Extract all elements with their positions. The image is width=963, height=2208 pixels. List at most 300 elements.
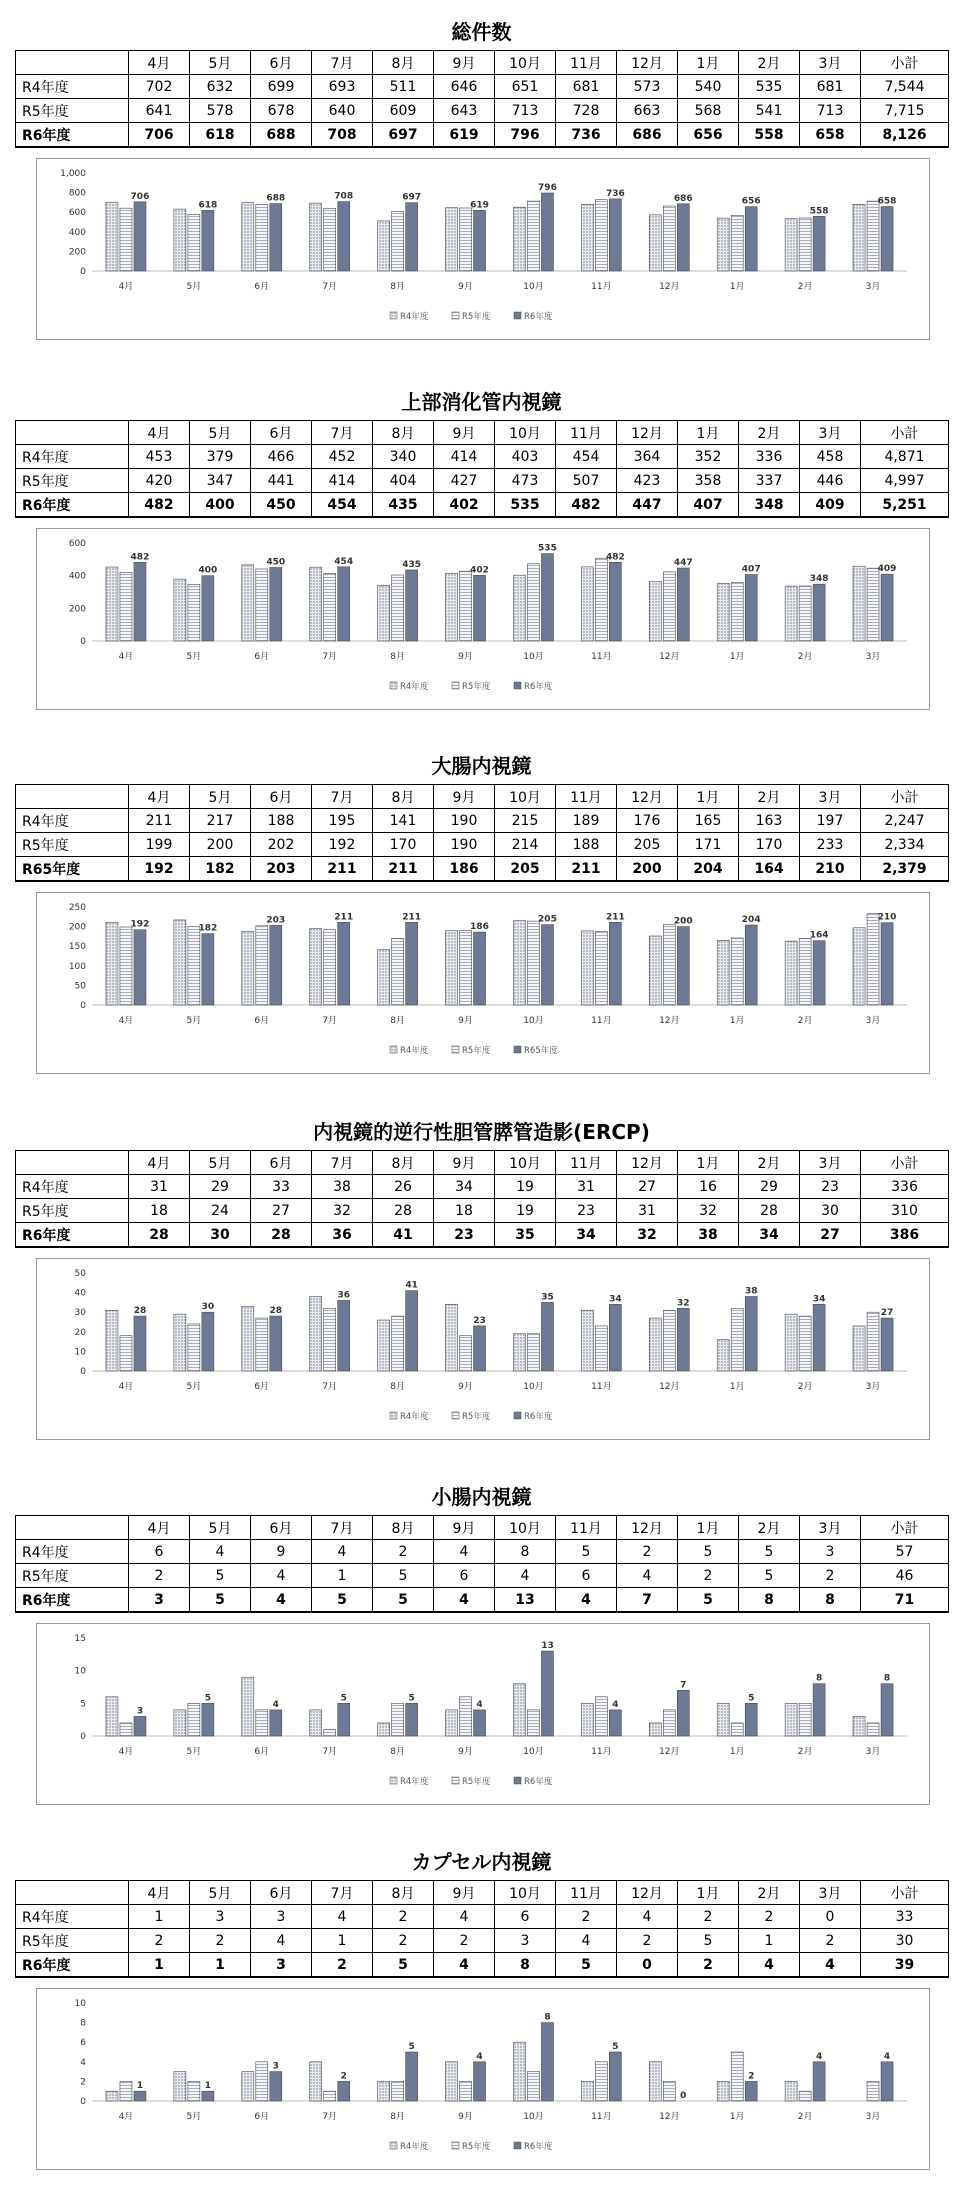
x-tick-label: 10月 (523, 652, 544, 662)
data-label: 192 (130, 919, 150, 930)
x-tick-label: 8月 (390, 1382, 405, 1392)
table-cell: 32 (312, 1199, 373, 1223)
month-header: 4月 (129, 785, 190, 809)
y-tick-label: 10 (74, 1999, 86, 2009)
table-cell: 2 (312, 1953, 373, 1978)
bar (256, 926, 268, 1005)
table-cell: 4 (800, 1953, 861, 1978)
y-tick-label: 600 (68, 208, 86, 219)
bar (745, 2081, 757, 2101)
table-cell: 33 (251, 1175, 312, 1199)
bar (460, 1336, 472, 1371)
table-cell: 2 (800, 1929, 861, 1953)
bar (120, 2081, 132, 2101)
table-cell: 170 (373, 833, 434, 857)
table-row (16, 1199, 949, 1223)
header-row (16, 421, 949, 445)
month-header: 2月 (739, 1516, 800, 1540)
subtotal-cell: 71 (861, 1588, 949, 1613)
bar (595, 200, 607, 271)
table-cell: 32 (678, 1199, 739, 1223)
table-cell: 2 (190, 1929, 251, 1953)
data-label: 4 (476, 1699, 483, 1710)
table-cell: 535 (495, 493, 556, 518)
table-cell: 8 (800, 1588, 861, 1613)
y-tick-label: 30 (74, 1308, 86, 1319)
bar (446, 2062, 458, 2101)
table-cell: 5 (373, 1588, 434, 1613)
month-header: 8月 (373, 1516, 434, 1540)
bar (717, 2081, 729, 2101)
table-cell: 681 (800, 75, 861, 99)
bar (392, 211, 404, 271)
month-header: 12月 (617, 421, 678, 445)
bar (609, 562, 621, 641)
table-cell: 32 (617, 1223, 678, 1248)
x-tick-label: 9月 (458, 282, 473, 292)
table-cell: 31 (556, 1175, 617, 1199)
bar (541, 554, 553, 641)
data-label: 2 (748, 2071, 755, 2082)
bar (310, 929, 322, 1005)
bar (256, 569, 268, 641)
table-cell: 2 (129, 1564, 190, 1588)
subtotal-header: 小計 (861, 421, 949, 445)
legend-label: R6年度 (524, 682, 553, 692)
data-label: 34 (609, 1294, 622, 1305)
bar (595, 1697, 607, 1736)
table-row (16, 833, 949, 857)
bar (270, 1316, 282, 1371)
x-tick-label: 1月 (729, 282, 745, 292)
legend-label: R6年度 (524, 1777, 553, 1787)
bar (581, 204, 593, 271)
table-cell: 540 (678, 75, 739, 99)
y-tick-label: 10 (74, 1347, 86, 1358)
bar (785, 219, 797, 271)
bar (378, 1723, 390, 1736)
legend-swatch (452, 682, 459, 689)
bar (813, 1304, 825, 1371)
bar (106, 202, 118, 271)
table-cell: 30 (800, 1199, 861, 1223)
section-title: 内視鏡的逆行性胆管膵管造影(ERCP) (313, 1120, 650, 1144)
month-header: 3月 (800, 1881, 861, 1905)
section-title: 大腸内視鏡 (431, 754, 532, 778)
bar (799, 218, 811, 271)
table-cell: 2 (373, 1929, 434, 1953)
y-tick-label: 0 (80, 637, 86, 647)
table-cell: 453 (129, 445, 190, 469)
row-label: R4年度 (16, 1175, 129, 1199)
data-label: 5 (408, 1693, 415, 1704)
table-cell: 447 (617, 493, 678, 518)
bar (310, 203, 322, 271)
data-label: 796 (538, 182, 557, 193)
table-cell: 182 (190, 857, 251, 882)
bar (649, 936, 661, 1005)
table-cell: 641 (129, 99, 190, 123)
subtotal-header: 小計 (861, 1516, 949, 1540)
bar (446, 573, 458, 641)
table-cell: 30 (190, 1223, 251, 1248)
bar (188, 584, 200, 641)
table-cell: 1 (129, 1953, 190, 1978)
x-tick-label: 12月 (659, 282, 680, 292)
corner-cell (16, 1151, 129, 1175)
bar-chart (37, 1989, 929, 2169)
row-label: R6年度 (16, 1223, 129, 1248)
data-label: 0 (680, 2091, 687, 2101)
bar (677, 1308, 689, 1371)
x-tick-label: 11月 (591, 2112, 612, 2122)
bar (256, 205, 268, 271)
bar (785, 941, 797, 1005)
data-label: 211 (402, 912, 422, 923)
bar (256, 1318, 268, 1371)
data-label: 34 (812, 1294, 826, 1305)
section-title: カプセル内視鏡 (411, 1850, 552, 1874)
legend-swatch (514, 1046, 521, 1053)
row-label: R65年度 (16, 857, 129, 882)
row-label: R4年度 (16, 1905, 129, 1929)
table-cell: 36 (312, 1223, 373, 1248)
legend-swatch (390, 682, 397, 689)
month-header: 1月 (678, 1151, 739, 1175)
data-label: 697 (402, 192, 422, 203)
bar (460, 571, 472, 641)
bar (392, 1703, 404, 1736)
y-tick-label: 50 (74, 1269, 86, 1279)
bar (120, 927, 132, 1005)
bar (785, 1703, 797, 1736)
x-tick-label: 7月 (322, 282, 338, 292)
table-cell: 2 (739, 1905, 800, 1929)
row-label: R4年度 (16, 1540, 129, 1564)
bar (134, 1316, 146, 1371)
table-cell: 190 (434, 809, 495, 833)
subtotal-header: 小計 (861, 51, 949, 75)
table-cell: 681 (556, 75, 617, 99)
x-tick-label: 3月 (865, 652, 881, 662)
table-cell: 170 (739, 833, 800, 857)
data-table (15, 420, 949, 518)
data-label: 656 (741, 196, 761, 207)
bar (595, 558, 607, 641)
table-cell: 578 (190, 99, 251, 123)
table-cell: 5 (373, 1564, 434, 1588)
x-tick-label: 7月 (322, 1382, 338, 1392)
subtotal-cell: 33 (861, 1905, 949, 1929)
x-tick-label: 5月 (186, 1016, 202, 1026)
month-header: 2月 (739, 785, 800, 809)
bar (474, 1710, 486, 1736)
bar (202, 1312, 214, 1371)
data-label: 348 (809, 574, 829, 585)
table-row (16, 1905, 949, 1929)
table-cell: 9 (251, 1540, 312, 1564)
subtotal-cell: 2,334 (861, 833, 949, 857)
bar (799, 1703, 811, 1736)
table-cell: 5 (312, 1588, 373, 1613)
month-header: 8月 (373, 421, 434, 445)
y-tick-label: 6 (80, 2038, 86, 2049)
x-tick-label: 6月 (254, 2112, 270, 2122)
bar (392, 938, 404, 1005)
x-tick-label: 1月 (729, 1382, 745, 1392)
x-tick-label: 12月 (659, 1747, 680, 1757)
bar (649, 1723, 661, 1736)
x-tick-label: 10月 (523, 1382, 544, 1392)
bar (270, 204, 282, 271)
x-tick-label: 8月 (390, 282, 405, 292)
table-cell: 420 (129, 469, 190, 493)
data-label: 619 (470, 200, 489, 211)
bar (134, 2091, 146, 2101)
table-cell: 646 (434, 75, 495, 99)
table-cell: 2 (556, 1905, 617, 1929)
table-cell: 4 (617, 1905, 678, 1929)
x-tick-label: 3月 (865, 2112, 881, 2122)
table-cell: 2 (678, 1564, 739, 1588)
table-row (16, 1540, 949, 1564)
data-label: 186 (470, 922, 489, 933)
table-cell: 535 (739, 75, 800, 99)
legend-swatch (514, 1412, 521, 1419)
bar (609, 2052, 621, 2101)
data-label: 23 (473, 1315, 486, 1326)
table-cell: 643 (434, 99, 495, 123)
chart-box (36, 1258, 930, 1440)
table-cell: 34 (739, 1223, 800, 1248)
corner-cell (16, 51, 129, 75)
x-tick-label: 9月 (458, 1747, 473, 1757)
bar (853, 204, 865, 271)
table-cell: 458 (800, 445, 861, 469)
bar (881, 207, 893, 271)
legend-swatch (514, 2142, 521, 2149)
table-cell: 192 (129, 857, 190, 882)
x-tick-label: 12月 (659, 652, 680, 662)
month-header: 9月 (434, 1516, 495, 1540)
table-cell: 728 (556, 99, 617, 123)
bar (310, 1297, 322, 1371)
y-tick-label: 5 (80, 1699, 86, 1710)
table-cell: 1 (312, 1564, 373, 1588)
bar (785, 2081, 797, 2101)
bar (731, 583, 743, 641)
bar (663, 206, 675, 271)
table-cell: 211 (556, 857, 617, 882)
bar (270, 925, 282, 1005)
data-label: 211 (334, 912, 354, 923)
data-table (15, 1515, 949, 1613)
legend-label: R5年度 (462, 1046, 491, 1056)
bar (202, 1703, 214, 1736)
bar (392, 1316, 404, 1371)
month-header: 6月 (251, 421, 312, 445)
data-table (15, 784, 949, 882)
bar (745, 1703, 757, 1736)
x-tick-label: 4月 (118, 1016, 134, 1026)
y-tick-label: 2 (80, 2077, 86, 2088)
bar (242, 1306, 254, 1371)
bar (541, 2023, 553, 2101)
bar (378, 585, 390, 641)
bar (460, 1697, 472, 1736)
data-label: 182 (198, 923, 218, 934)
x-tick-label: 11月 (591, 1016, 612, 1026)
bar (134, 930, 146, 1005)
table-cell: 573 (617, 75, 678, 99)
bar (474, 2062, 486, 2101)
legend-label: R6年度 (524, 1412, 553, 1422)
legend-label: R4年度 (400, 682, 429, 692)
bar (717, 584, 729, 641)
subtotal-cell: 57 (861, 1540, 949, 1564)
bar (242, 565, 254, 641)
month-header: 7月 (312, 1516, 373, 1540)
subtotal-cell: 7,715 (861, 99, 949, 123)
legend-swatch (452, 1412, 459, 1419)
table-cell: 163 (739, 809, 800, 833)
bar (406, 570, 418, 641)
month-header: 3月 (800, 1516, 861, 1540)
header-row (16, 1881, 949, 1905)
data-label: 27 (880, 1308, 894, 1319)
bar-chart (37, 1259, 929, 1439)
subtotal-header: 小計 (861, 1881, 949, 1905)
bar (406, 1291, 418, 1371)
legend-swatch (514, 312, 521, 319)
data-label: 5 (408, 2042, 415, 2052)
bar (120, 1723, 132, 1736)
month-header: 9月 (434, 785, 495, 809)
table-cell: 446 (800, 469, 861, 493)
legend-swatch (390, 2142, 397, 2149)
x-tick-label: 3月 (865, 1747, 881, 1757)
bar (541, 1302, 553, 1371)
x-tick-label: 11月 (591, 652, 612, 662)
month-header: 3月 (800, 785, 861, 809)
month-header: 10月 (495, 51, 556, 75)
table-cell: 2 (373, 1905, 434, 1929)
data-label: 36 (337, 1290, 350, 1301)
bar (717, 1703, 729, 1736)
bar (649, 582, 661, 641)
bar (731, 215, 743, 271)
data-label: 8 (883, 1673, 891, 1684)
bar (106, 567, 118, 641)
month-header: 3月 (800, 421, 861, 445)
y-tick-label: 0 (80, 2097, 86, 2107)
legend-swatch (452, 1777, 459, 1784)
table-cell: 450 (251, 493, 312, 518)
table-cell: 5 (739, 1564, 800, 1588)
table-cell: 658 (800, 123, 861, 148)
table-row (16, 1223, 949, 1248)
bar (867, 1723, 879, 1736)
month-header: 3月 (800, 51, 861, 75)
month-header: 11月 (556, 785, 617, 809)
corner-cell (16, 785, 129, 809)
table-cell: 352 (678, 445, 739, 469)
table-cell: 482 (556, 493, 617, 518)
bar (324, 1308, 336, 1371)
table-cell: 2 (617, 1540, 678, 1564)
table-row (16, 99, 949, 123)
table-row (16, 445, 949, 469)
table-cell: 541 (739, 99, 800, 123)
table-cell: 189 (556, 809, 617, 833)
data-label: 4 (815, 2051, 823, 2062)
subtotal-cell: 5,251 (861, 493, 949, 518)
data-label: 28 (269, 1306, 283, 1317)
data-label: 8 (815, 1673, 823, 1684)
table-cell: 27 (800, 1223, 861, 1248)
y-tick-label: 250 (68, 903, 86, 913)
month-header: 8月 (373, 51, 434, 75)
table-cell: 24 (190, 1199, 251, 1223)
subtotal-cell: 310 (861, 1199, 949, 1223)
data-label: 41 (405, 1280, 418, 1291)
bar (188, 927, 200, 1005)
table-cell: 340 (373, 445, 434, 469)
table-cell: 4 (251, 1929, 312, 1953)
table-cell: 1 (190, 1953, 251, 1978)
bar (174, 1710, 186, 1736)
table-cell: 202 (251, 833, 312, 857)
table-cell: 2 (617, 1929, 678, 1953)
bar-chart (37, 893, 929, 1073)
subtotal-cell: 7,544 (861, 75, 949, 99)
month-header: 10月 (495, 1151, 556, 1175)
table-cell: 35 (495, 1223, 556, 1248)
month-header: 2月 (739, 1151, 800, 1175)
bar (460, 208, 472, 271)
data-label: 1 (204, 2081, 212, 2092)
table-cell: 0 (800, 1905, 861, 1929)
table-cell: 29 (190, 1175, 251, 1199)
table-cell: 4 (495, 1564, 556, 1588)
data-label: 204 (741, 915, 761, 926)
month-header: 1月 (678, 1881, 739, 1905)
bar (324, 2091, 336, 2101)
table-cell: 678 (251, 99, 312, 123)
table-cell: 28 (739, 1199, 800, 1223)
x-tick-label: 10月 (523, 1747, 544, 1757)
table-cell: 1 (312, 1929, 373, 1953)
month-header: 9月 (434, 51, 495, 75)
table-cell: 4 (434, 1953, 495, 1978)
table-cell: 199 (129, 833, 190, 857)
table-cell: 454 (312, 493, 373, 518)
bar (799, 1316, 811, 1371)
subtotal-cell: 386 (861, 1223, 949, 1248)
x-tick-label: 2月 (797, 1382, 813, 1392)
legend-label: R5年度 (462, 312, 491, 322)
table-row (16, 469, 949, 493)
table-cell: 736 (556, 123, 617, 148)
x-tick-label: 5月 (186, 2112, 202, 2122)
bar (853, 928, 865, 1005)
legend-swatch (390, 312, 397, 319)
data-label: 35 (541, 1292, 554, 1303)
data-label: 28 (133, 1306, 147, 1317)
table-cell: 28 (251, 1223, 312, 1248)
table-cell: 364 (617, 445, 678, 469)
table-cell: 358 (678, 469, 739, 493)
